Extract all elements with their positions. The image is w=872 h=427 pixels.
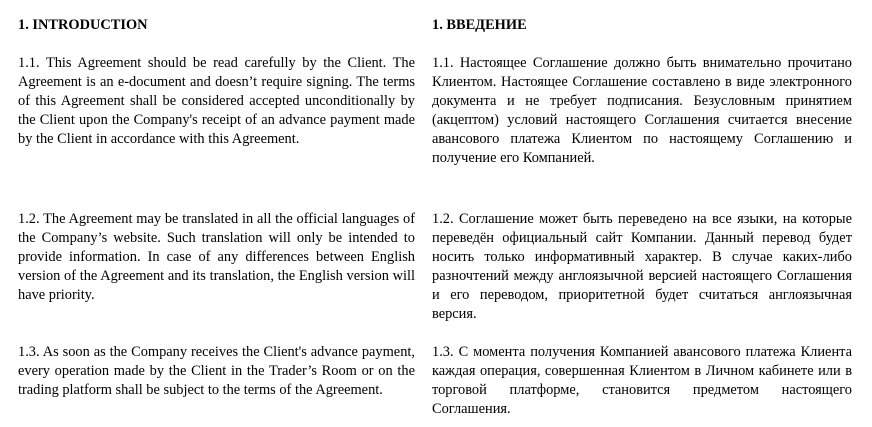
- english-paragraph-1-2: 1.2. The Agreement may be translated in all the official languages of the Company’s website. Such translation will only be intended to provide information. In case of any differences between English version of the Agreement and its translation, the English version will have priority.: [18, 211, 415, 303]
- english-heading: 1. INTRODUCTION: [18, 17, 148, 33]
- russian-paragraph-1-2: 1.2. Соглашение может быть переведено на все языки, на которые переведён официальный сайт Компании. Данный перевод будет носить только информативный характер. В случае каких-либо разночтений между англоязычной версией настоящего Соглашения и его переводом, приоритетной будет считаться англоязычная версия.: [432, 211, 852, 322]
- english-column: [18, 16, 415, 398]
- russian-paragraph-1-1: 1.1. Настоящее Соглашение должно быть внимательно прочитано Клиентом. Настоящее Соглашение составлено в виде электронного документа и не требует подписания. Безусловным принятием (акцептом) условий настоящего Соглашения считается внесение авансового платежа Клиентом по настоящему Соглашению и получение его Компанией.: [432, 55, 852, 166]
- russian-paragraph-1-3: 1.3. С момента получения Компанией авансового платежа Клиента каждая операция, совершенная Клиентом в Личном кабинете или в торговой платформе, становится предметом настоящего Соглашения.: [432, 344, 852, 417]
- english-paragraph-1-3: 1.3. As soon as the Company receives the Client's advance payment, every operation made by the Client in the Trader’s Room or on the trading platform shall be subject to the terms of the Agreement.: [18, 344, 415, 398]
- russian-column: [432, 16, 852, 417]
- english-paragraph-1-1: 1.1. This Agreement should be read carefully by the Client. The Agreement is an e-document and doesn’t require signing. The terms of this Agreement shall be considered accepted unconditionally by the Client upon the Company's receipt of an advance payment made by the Client in accordance with this Agreement.: [18, 55, 415, 147]
- russian-heading: 1. ВВЕДЕНИЕ: [432, 17, 527, 33]
